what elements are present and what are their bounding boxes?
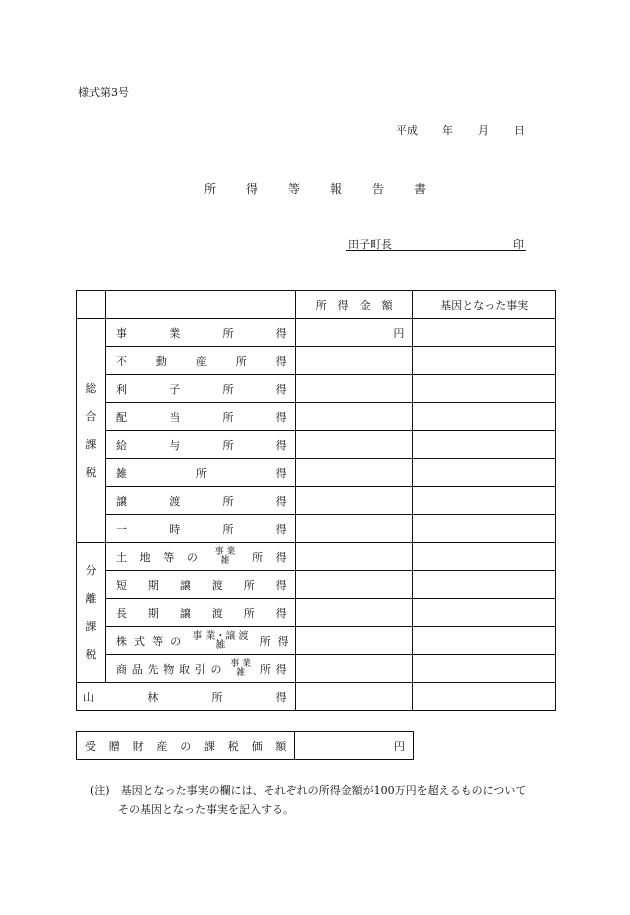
amount-cell[interactable] <box>295 655 413 683</box>
gift-label: 受 贈 財 産 の 課 税 価 額 <box>77 732 295 760</box>
amount-cell[interactable]: 円 <box>295 319 413 347</box>
reason-cell[interactable] <box>413 319 556 347</box>
table-row: 商 品 先 物 取 引 の 事 業 雑 所 得 <box>77 655 556 683</box>
reason-cell[interactable] <box>413 599 556 627</box>
table-row: 総 合 課 税 事 業 所 得 円 <box>77 319 556 347</box>
reason-cell[interactable] <box>413 487 556 515</box>
table-row: 不 動 産 所 得 <box>77 347 556 375</box>
reason-cell[interactable] <box>413 655 556 683</box>
table-row: 長 期 譲 渡 所 得 <box>77 599 556 627</box>
table-header-row <box>77 291 556 319</box>
table-row: 分 離 課 税 土 地 等 の 事 業 雑 所 得 <box>77 543 556 571</box>
table-row: 短 期 譲 渡 所 得 <box>77 571 556 599</box>
group-general: 総 合 課 税 <box>77 319 106 543</box>
amount-cell[interactable] <box>295 627 413 655</box>
reason-cell[interactable] <box>413 375 556 403</box>
income-table <box>76 290 556 711</box>
note <box>90 781 570 819</box>
note-line: その基因となった事実を記入する。 <box>118 803 294 816</box>
reason-cell[interactable] <box>413 403 556 431</box>
date-month: 月 <box>478 124 489 137</box>
table-row: 雑 所 得 <box>77 459 556 487</box>
title-char: 所 <box>203 182 216 196</box>
title-char: 報 <box>330 182 343 196</box>
reason-cell[interactable] <box>413 627 556 655</box>
reason-cell[interactable] <box>413 543 556 571</box>
header-amount: 所 得 金 額 <box>295 291 413 319</box>
amount-cell[interactable] <box>295 403 413 431</box>
addressee-line <box>346 236 526 251</box>
amount-cell[interactable] <box>295 431 413 459</box>
group-separate: 分 離 課 税 <box>77 543 106 683</box>
reason-cell[interactable] <box>413 347 556 375</box>
title-char: 得 <box>245 182 258 196</box>
gift-table <box>76 731 414 760</box>
date-line <box>396 122 525 138</box>
amount-cell[interactable] <box>295 571 413 599</box>
form-number: 様式第3号 <box>78 86 129 99</box>
seal-mark: 印 <box>513 238 524 251</box>
reason-cell[interactable] <box>413 571 556 599</box>
header-reason: 基因となった事実 <box>413 291 556 319</box>
title-char: 告 <box>372 182 385 196</box>
amount-cell[interactable] <box>295 487 413 515</box>
amount-cell[interactable] <box>295 515 413 543</box>
title-char: 等 <box>287 182 300 196</box>
amount-cell[interactable] <box>295 347 413 375</box>
reason-cell[interactable] <box>413 459 556 487</box>
amount-cell[interactable] <box>295 599 413 627</box>
document-title <box>0 180 630 197</box>
amount-cell[interactable] <box>295 459 413 487</box>
date-year: 年 <box>442 124 453 137</box>
date-day: 日 <box>514 124 525 137</box>
addressee-name: 田子町長 <box>348 238 392 251</box>
table-row: 山 林 所 得 <box>77 683 556 711</box>
reason-cell[interactable] <box>413 431 556 459</box>
date-era: 平成 <box>396 124 418 137</box>
gift-amount-cell[interactable]: 円 <box>295 732 414 760</box>
note-line: (注) 基因となった事実の欄には、それぞれの所得金額が100万円を超えるものについて <box>90 784 527 797</box>
table-row <box>77 732 414 760</box>
reason-cell[interactable] <box>413 515 556 543</box>
table-row: 株 式 等 の 事 業・譲 渡 雑 所 得 <box>77 627 556 655</box>
table-row: 利 子 所 得 <box>77 375 556 403</box>
title-char: 書 <box>414 182 427 196</box>
table-row: 譲 渡 所 得 <box>77 487 556 515</box>
table-row: 配 当 所 得 <box>77 403 556 431</box>
amount-cell[interactable] <box>295 543 413 571</box>
amount-cell[interactable] <box>295 683 413 711</box>
table-row: 給 与 所 得 <box>77 431 556 459</box>
reason-cell[interactable] <box>413 683 556 711</box>
amount-cell[interactable] <box>295 375 413 403</box>
table-row: 一 時 所 得 <box>77 515 556 543</box>
